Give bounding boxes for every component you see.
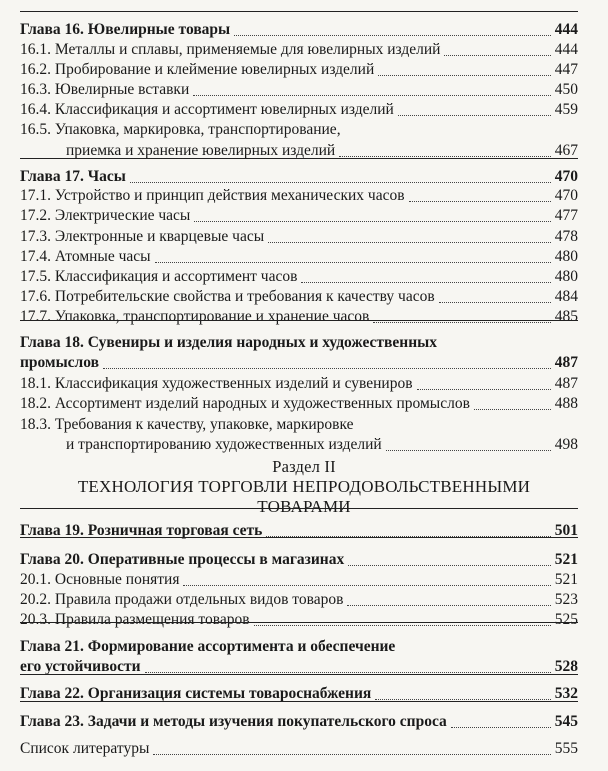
toc-entry-page: 477 (554, 207, 578, 224)
toc-entry (0, 266, 608, 288)
toc-entry (0, 119, 608, 141)
toc-entry-title: 20.3. Правила размещения товаров (20, 611, 250, 628)
dot-leader (348, 565, 551, 566)
toc-entry-page: 485 (554, 308, 578, 325)
toc-entry-page: 478 (554, 228, 578, 245)
dot-leader (347, 605, 550, 606)
toc-entry (0, 205, 608, 227)
toc-entry-page: 523 (554, 591, 578, 608)
dot-leader (193, 95, 550, 96)
dot-leader (234, 35, 551, 36)
toc-entry-page: 470 (554, 187, 578, 204)
toc-entry (0, 59, 608, 81)
toc-chapter-entry (0, 636, 608, 658)
toc-entry-title: 17.6. Потребительские свойства и требования к качеству часов (20, 288, 435, 305)
dot-leader (474, 409, 551, 410)
toc-entry-title: Глава 16. Ювелирные товары (20, 21, 231, 38)
toc-entry (0, 286, 608, 308)
toc-entry-title: 16.3. Ювелирные вставки (20, 81, 190, 98)
toc-entry (0, 306, 608, 328)
toc-entry-page: 521 (554, 571, 578, 588)
toc-chapter-entry (0, 332, 608, 354)
dot-leader (417, 389, 551, 390)
toc-entry-title: 17.4. Атомные часы (20, 248, 151, 265)
toc-entry (0, 414, 608, 436)
toc-entry (0, 589, 608, 611)
toc-entry-page: 470 (554, 168, 578, 185)
toc-entry (0, 79, 608, 101)
separator-rule (20, 320, 578, 321)
section-title-line1: ТЕХНОЛОГИЯ ТОРГОВЛИ НЕПРОДОВОЛЬСТВЕННЫМИ (77, 477, 531, 496)
toc-entry-page: 487 (554, 354, 578, 371)
toc-entry (0, 226, 608, 248)
separator-rule (20, 11, 578, 12)
toc-entry-page: 450 (554, 81, 578, 98)
toc-entry-page: 488 (554, 395, 578, 412)
dot-leader (439, 302, 551, 303)
toc-entry-title: Глава 23. Задачи и методы изучения покупательского спроса (20, 713, 447, 730)
toc-entry-page: 480 (554, 268, 578, 285)
separator-rule (20, 674, 578, 675)
toc-entry-title: 16.2. Пробирование и клеймение ювелирных изделий (20, 61, 375, 78)
dot-leader (130, 182, 551, 183)
dot-leader (375, 699, 550, 700)
toc-entry-title: Список литературы (20, 740, 150, 757)
toc-chapter-entry (0, 19, 608, 41)
toc-entry-page: 498 (554, 436, 578, 453)
toc-chapter-entry (0, 549, 608, 571)
dot-leader (378, 75, 550, 76)
toc-entry-title: 18.3. Требования к качеству, упаковке, маркировке (20, 416, 354, 433)
toc-entry (0, 39, 608, 61)
toc-entry (0, 738, 608, 760)
toc-entry (0, 246, 608, 268)
toc-entry-page: 501 (554, 522, 578, 539)
toc-entry-title: промыслов (20, 354, 99, 371)
separator-rule (20, 701, 578, 702)
toc-entry-title: Глава 21. Формирование ассортимента и обеспечение (20, 638, 396, 655)
toc-entry-title: 16.5. Упаковка, маркировка, транспортирование, (20, 121, 341, 138)
toc-entry-page: 545 (554, 713, 578, 730)
toc-entry-title: Глава 18. Сувениры и изделия народных и художественных (20, 334, 437, 351)
toc-entry (0, 434, 608, 456)
toc-entry (0, 99, 608, 121)
toc-entry-page: 555 (554, 740, 578, 757)
toc-entry-title: приемка и хранение ювелирных изделий (66, 142, 336, 159)
toc-entry-page: 467 (554, 142, 578, 159)
separator-rule (20, 158, 578, 159)
toc-entry-title: Глава 20. Оперативные процессы в магазинах (20, 551, 345, 568)
toc-entry-page: 528 (554, 658, 578, 675)
toc-entry-page: 444 (554, 41, 578, 58)
toc-entry-title: 17.7. Упаковка, транспортирование и хранение часов (20, 308, 370, 325)
toc-entry-title: 17.5. Классификация и ассортимент часов (20, 268, 298, 285)
separator-rule (20, 537, 578, 538)
separator-rule (20, 508, 578, 509)
dot-leader (183, 585, 550, 586)
toc-entry-title: 17.2. Электрические часы (20, 207, 191, 224)
section-label: Раздел II (272, 457, 336, 476)
toc-entry (0, 609, 608, 631)
dot-leader (268, 242, 551, 243)
toc-entry-title: Глава 17. Часы (20, 168, 126, 185)
toc-entry-page: 480 (554, 248, 578, 265)
toc-chapter-entry (0, 352, 608, 374)
dot-leader (409, 201, 551, 202)
toc-entry-title: его устойчивости (20, 658, 141, 675)
toc-entry-page: 532 (554, 685, 578, 702)
toc-chapter-entry (0, 520, 608, 542)
toc-entry-title: и транспортированию художественных изделий (66, 436, 382, 453)
dot-leader (373, 322, 550, 323)
toc-entry-page: 525 (554, 611, 578, 628)
toc-entry-page: 521 (554, 551, 578, 568)
toc-entry-title: 20.1. Основные понятия (20, 571, 180, 588)
dot-leader (398, 115, 551, 116)
dot-leader (155, 262, 551, 263)
toc-entry-title: Глава 19. Розничная торговая сеть (20, 522, 263, 539)
toc-entry-title: 20.2. Правила продажи отдельных видов товаров (20, 591, 344, 608)
dot-leader (451, 727, 551, 728)
dot-leader (153, 754, 550, 755)
toc-entry (0, 373, 608, 395)
toc-entry-page: 484 (554, 288, 578, 305)
toc-entry-title: Глава 22. Организация системы товароснабжения (20, 685, 372, 702)
toc-entry-title: 16.1. Металлы и сплавы, применяемые для ювелирных изделий (20, 41, 441, 58)
separator-rule (20, 622, 578, 623)
toc-chapter-entry (0, 711, 608, 733)
toc-entry-title: 18.1. Классификация художественных изделий и сувениров (20, 375, 413, 392)
toc-entry-title: 16.4. Классификация и ассортимент ювелирных изделий (20, 101, 394, 118)
toc-entry-page: 459 (554, 101, 578, 118)
dot-leader (386, 450, 551, 451)
dot-leader (444, 55, 550, 56)
dot-leader (254, 625, 551, 626)
toc-entry-title: 18.2. Ассортимент изделий народных и художественных промыслов (20, 395, 470, 412)
dot-leader (194, 221, 550, 222)
dot-leader (145, 672, 551, 673)
toc-entry-title: 17.3. Электронные и кварцевые часы (20, 228, 265, 245)
dot-leader (103, 368, 551, 369)
section-title-line2: ТОВАРАМИ (257, 497, 351, 516)
toc-entry-title: 17.1. Устройство и принцип действия механических часов (20, 187, 405, 204)
dot-leader (339, 156, 551, 157)
dot-leader (301, 282, 550, 283)
toc-entry-page: 447 (554, 61, 578, 78)
toc-entry (0, 569, 608, 591)
toc-entry-page: 487 (554, 375, 578, 392)
toc-entry (0, 393, 608, 415)
toc-entry-page: 444 (554, 21, 578, 38)
toc-entry (0, 185, 608, 207)
